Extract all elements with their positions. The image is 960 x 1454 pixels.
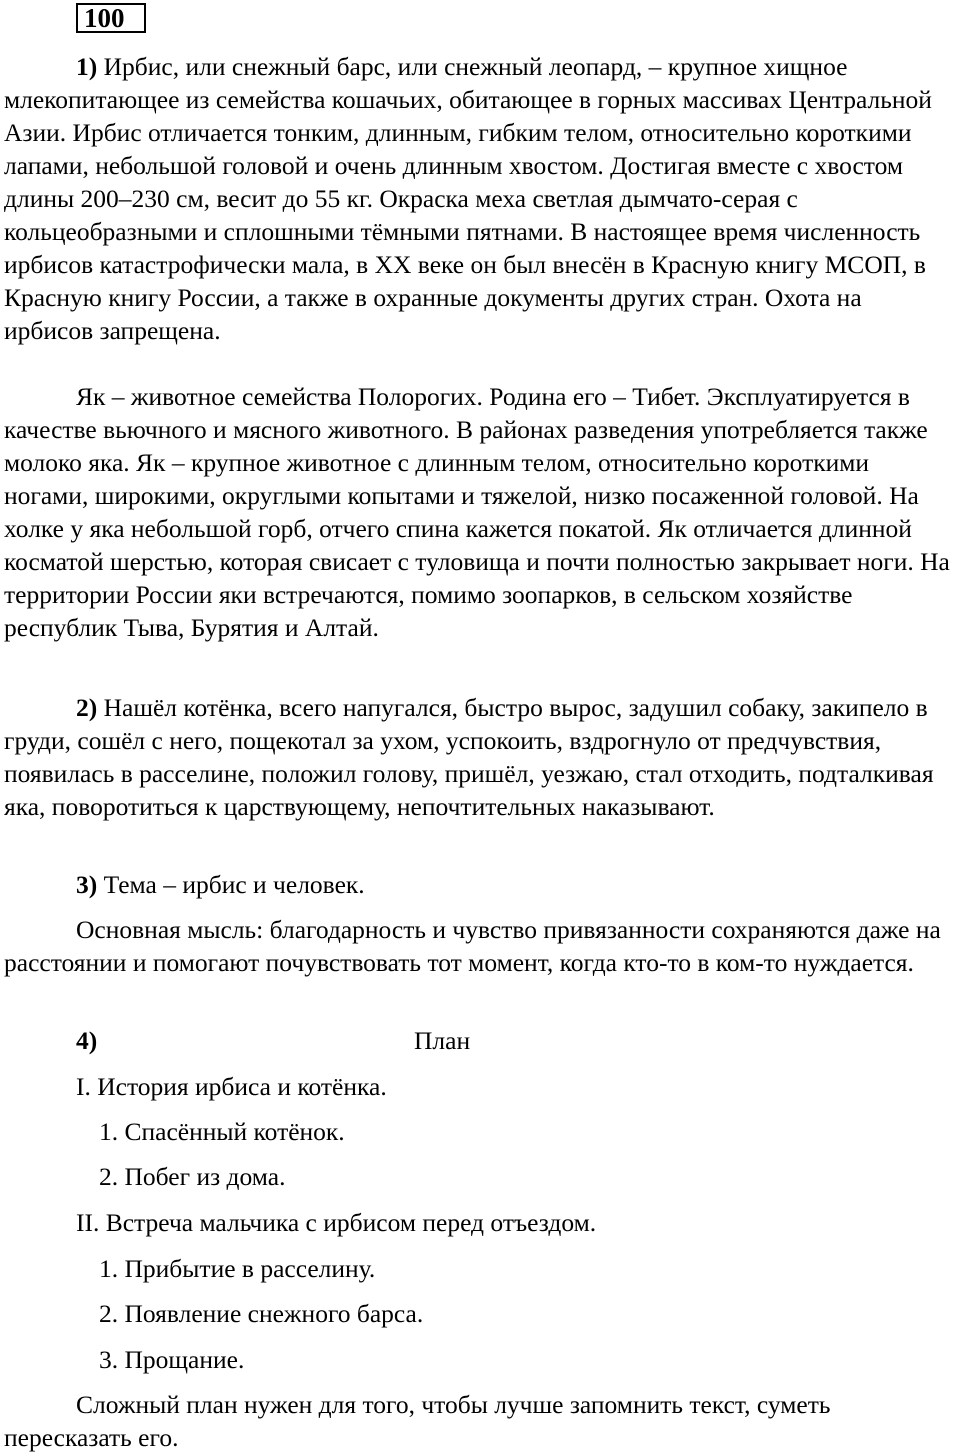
plan-conclusion-paragraph	[4, 1388, 956, 1454]
part3-theme-paragraph	[4, 868, 956, 901]
plan-subitem: 3. Прощание.	[99, 1345, 245, 1374]
part1-irbis-paragraph	[4, 50, 956, 347]
plan-subitem: 1. Прибытие в расселину.	[99, 1254, 376, 1283]
plan-conclusion: Сложный план нужен для того, чтобы лучше запомнить текст, суметь пересказать его.	[4, 1390, 831, 1452]
plan-subitem: 2. Побег из дома.	[99, 1162, 286, 1191]
part3-label: 3)	[76, 870, 98, 899]
part2-paragraph	[4, 691, 956, 823]
part2-label: 2)	[76, 693, 98, 722]
part1-label: 1)	[76, 52, 98, 81]
plan-item: I. История ирбиса и котёнка.	[76, 1072, 387, 1101]
plan-subitem: 2. Появление снежного барса.	[99, 1299, 424, 1328]
plan-subitem: 1. Спасённый котёнок.	[99, 1117, 345, 1146]
part1-irbis-text: Ирбис, или снежный барс, или снежный леопард, – крупное хищное млекопитающее из семейства кошачьих, обитающее в горных массивах Центральной Азии. Ирбис отличается тонким, длинным, гибким телом, относительно короткими лапами, небольшой головой и очень длинным хвостом. Достигая вместе с хвостом длины 200–230 см, весит до 55 кг. Окраска меха светлая дымчато-серая с кольцеобразными и сплошными тёмными пятнами. В настоящее время численность ирбисов катастрофически мала, в XX веке он был внесён в Красную книгу МСОП, в Красную книгу России, а также в охранные документы других стран. Охота на ирбисов запрещена.	[4, 52, 932, 345]
part3-main-idea-paragraph	[4, 913, 956, 979]
part1-yak-paragraph	[4, 380, 956, 644]
exercise-number: 100	[84, 3, 125, 33]
part4-label: 4)	[76, 1026, 98, 1055]
part3-main-idea: Основная мысль: благодарность и чувство привязанности сохраняются даже на расстоянии и помогают почувствовать тот момент, когда кто-то в ком-то нуждается.	[4, 915, 941, 977]
part3-theme: Тема – ирбис и человек.	[103, 870, 365, 899]
part1-yak-text: Як – животное семейства Полорогих. Родина его – Тибет. Эксплуатируется в качестве вьючного и мясного животного. В районах разведения употребляется также молоко яка. Як – крупное животное с длинным телом, относительно короткими ногами, широкими, округлыми копытами и тяжелой, низко посаженной головой. На холке у яка небольшой горб, отчего спина кажется покатой. Як отличается длинной косматой шерстью, которая свисает с туловища и почти полностью закрывает ноги. На территории России яки встречаются, помимо зоопарков, в сельском хозяйстве республик Тыва, Бурятия и Алтай.	[4, 382, 950, 642]
part2-text: Нашёл котёнка, всего напугался, быстро вырос, задушил собаку, закипело в груди, сошёл с него, пощекотал за ухом, успокоить, вздрогнуло от предчувствия, появилась в расселине, положил голову, пришёл, уезжаю, стал отходить, подталкивая яка, поворотиться к царствующему, непочтительных наказывают.	[4, 693, 934, 821]
plan-title: План	[414, 1026, 471, 1055]
plan-item: II. Встреча мальчика с ирбисом перед отъездом.	[76, 1208, 597, 1237]
